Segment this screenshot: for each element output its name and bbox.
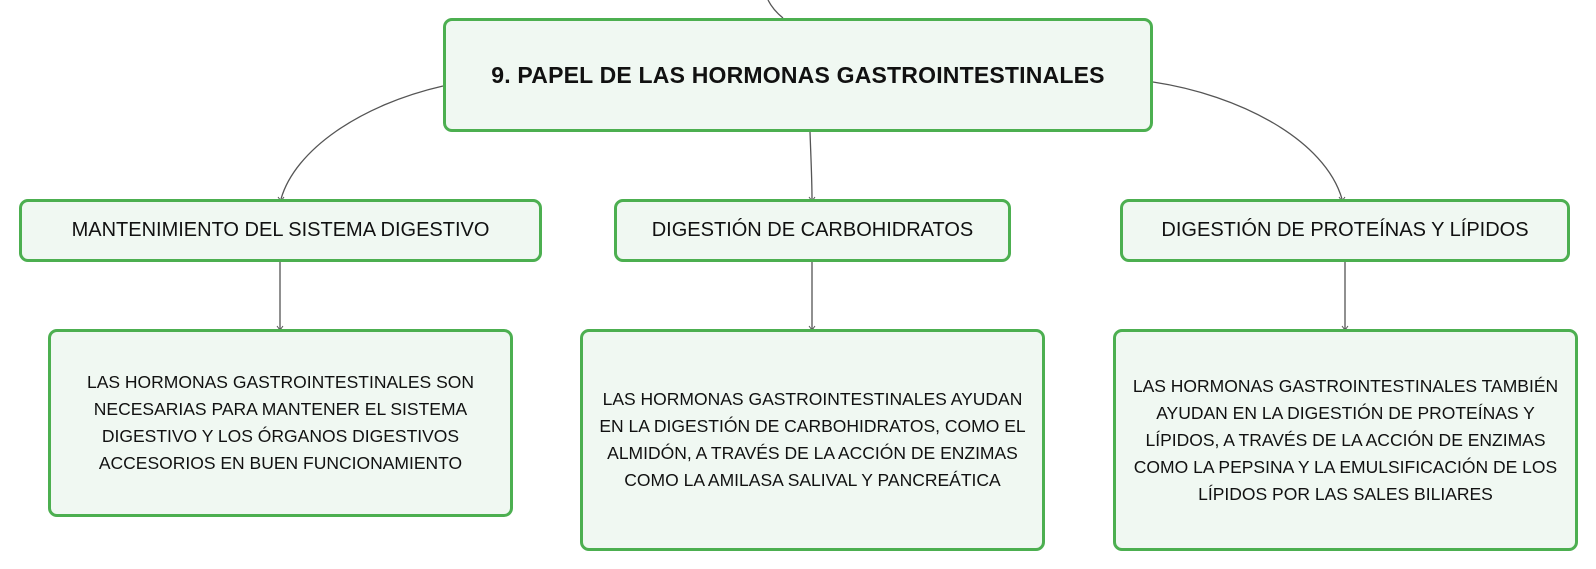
connector-parent-to-root bbox=[768, 0, 783, 18]
connector-root-to-branch-2 bbox=[810, 132, 812, 199]
detail-proteins-lipids[interactable] bbox=[1113, 329, 1578, 551]
branch-maintenance[interactable] bbox=[19, 199, 542, 262]
root-topic[interactable] bbox=[443, 18, 1153, 132]
connector-root-to-branch-3 bbox=[1153, 82, 1342, 199]
branch-maintenance-label: MANTENIMIENTO DEL SISTEMA DIGESTIVO bbox=[71, 219, 490, 241]
branch-carbohydrates-label: DIGESTIÓN DE CARBOHIDRATOS bbox=[651, 219, 974, 241]
detail-maintenance[interactable] bbox=[48, 329, 513, 517]
root-topic-title: 9. PAPEL DE LAS HORMONAS GASTROINTESTINALES bbox=[491, 61, 1105, 88]
detail-proteins-lipids-text: LAS HORMONAS GASTROINTESTINALES TAMBIÉN AYUDAN EN LA DIGESTIÓN DE PROTEÍNAS Y LÍPIDOS, A TRAVÉS DE LA ACCIÓN DE ENZIMAS COMO LA PEPSINA Y LA EMULSIFICACIÓN DE LOS LÍPIDOS POR LAS SALES BILIARES bbox=[1132, 375, 1559, 504]
detail-maintenance-text: LAS HORMONAS GASTROINTESTINALES SON NECESARIAS PARA MANTENER EL SISTEMA DIGESTIVO Y LOS ÓRGANOS DIGESTIVOS ACCESORIOS EN BUEN FUNCIONAMIENTO bbox=[86, 372, 475, 473]
detail-carbohydrates[interactable] bbox=[580, 329, 1045, 551]
branch-proteins-lipids[interactable] bbox=[1120, 199, 1570, 262]
branch-carbohydrates[interactable] bbox=[614, 199, 1011, 262]
branch-proteins-lipids-label: DIGESTIÓN DE PROTEÍNAS Y LÍPIDOS bbox=[1161, 219, 1529, 241]
detail-carbohydrates-text: LAS HORMONAS GASTROINTESTINALES AYUDAN EN LA DIGESTIÓN DE CARBOHIDRATOS, COMO EL ALMIDÓN, A TRAVÉS DE LA ACCIÓN DE ENZIMAS COMO LA AMILASA SALIVAL Y PANCREÁTICA bbox=[599, 389, 1026, 490]
connector-root-to-branch-1 bbox=[281, 86, 443, 199]
